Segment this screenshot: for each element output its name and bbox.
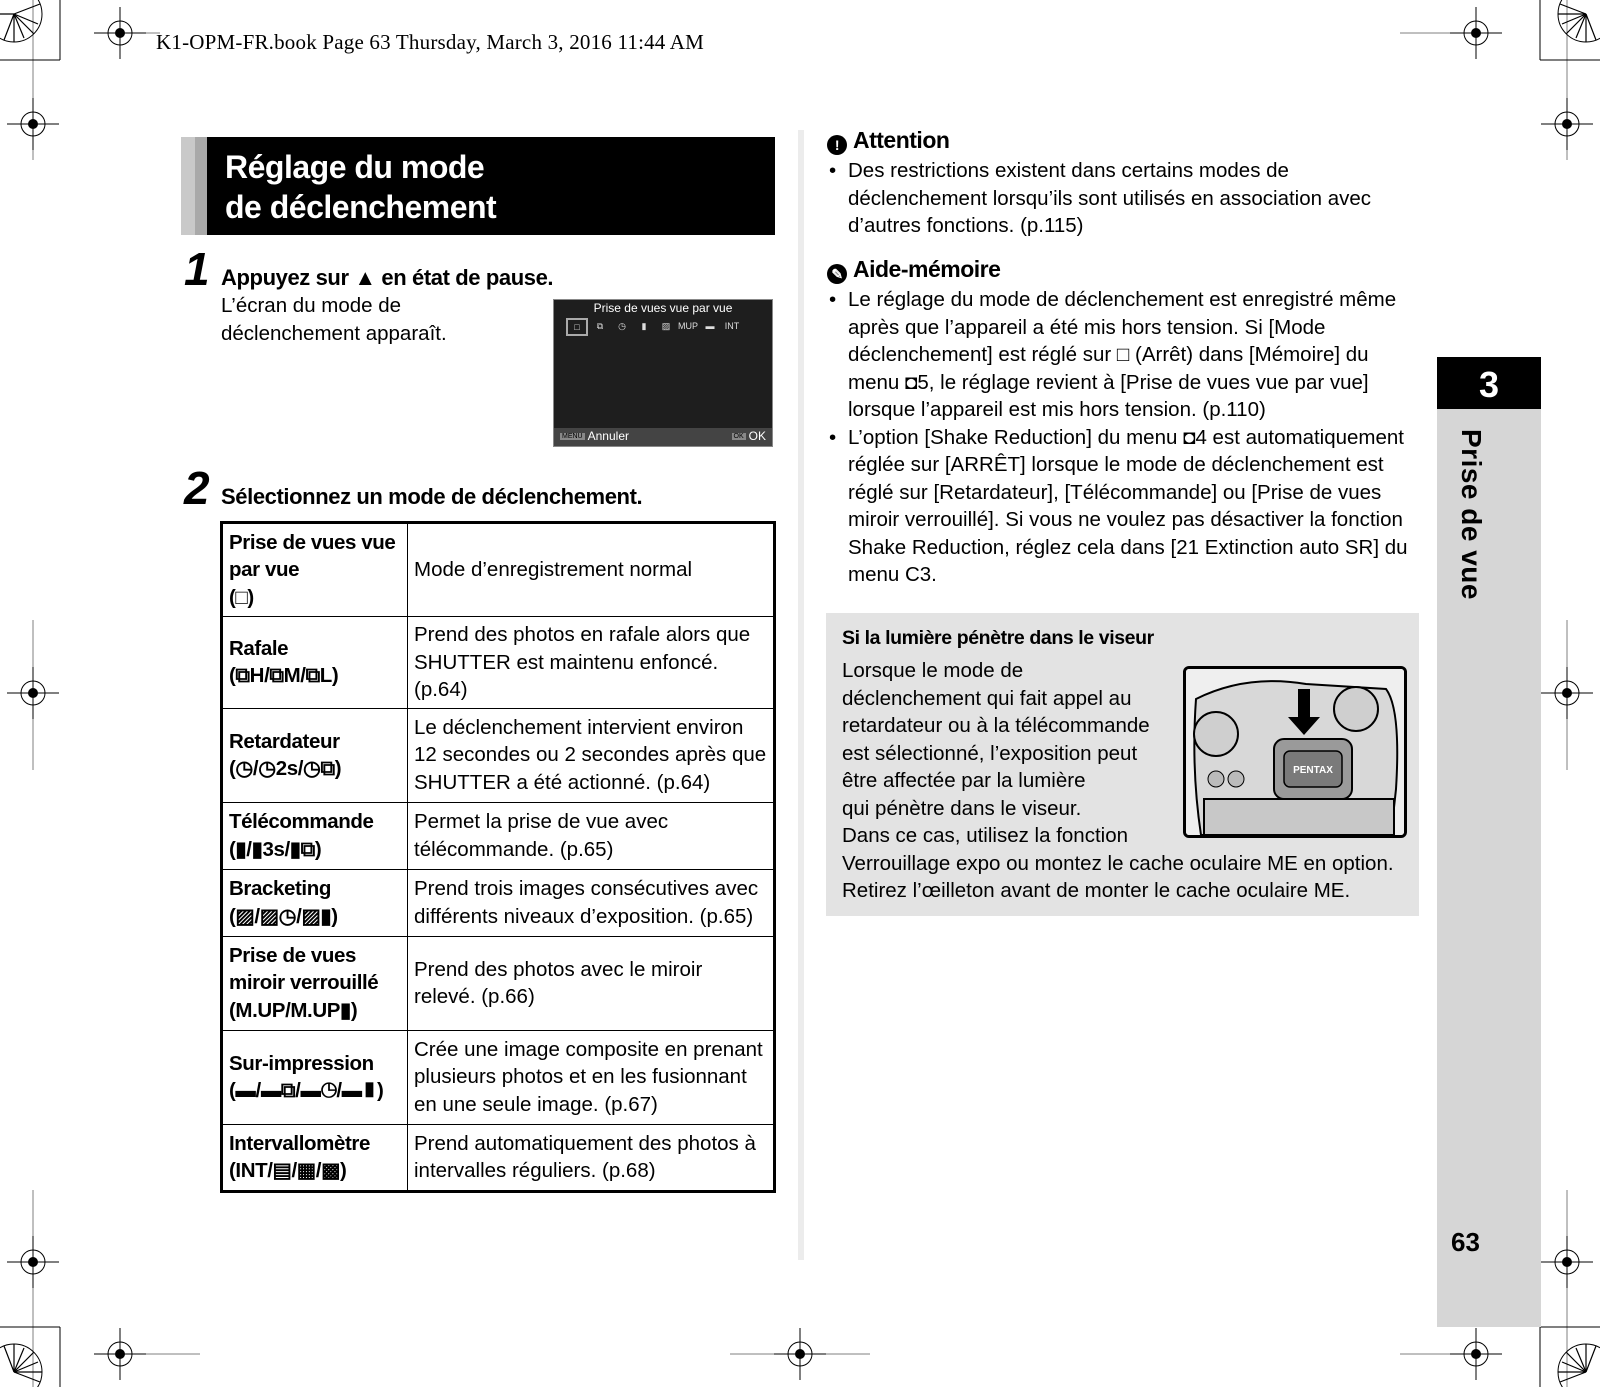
table-row [222,617,775,709]
mode-name: Prise de vues miroir verrouillé (M.UP/M.UP▮) [222,936,408,1030]
memo-list [827,286,1421,589]
step-2-heading: Sélectionnez un mode de déclenchement. [221,484,643,509]
camera-lcd-screen [553,299,773,447]
attention-heading: ! Attention [827,127,1417,155]
page-number: 63 [1451,1227,1480,1257]
mode-name: Sur-impression (▬/▬⧉/▬◷/▬▮) [222,1030,408,1124]
pentax-logo: PENTAX [1293,765,1333,776]
self-timer-icon: ◷ [618,321,626,331]
attention-list [827,157,1417,240]
mode-description: Permet la prise de vue avec télécommande. (p.65) [408,802,775,869]
mode-description: Prend des photos avec le miroir relevé. (p.66) [408,936,775,1030]
attention-section [827,127,1417,240]
step-1-number: 1 [184,243,208,295]
mode-name: Retardateur (◷/◷2s/◷⧉) [222,708,408,802]
memo-icon: ✎ [827,264,847,284]
mode-description: Mode d’enregistrement normal [408,523,775,617]
mode-name: Prise de vues vue par vue (□) [222,523,408,617]
bracketing-icon: ▨ [661,321,671,331]
mirror-up-icon: MUP [678,321,698,331]
lcd-title: Prise de vues vue par vue [593,301,733,315]
mode-name: Intervallomètre (INT/▤/▦/▩) [222,1124,408,1191]
table-row [222,936,775,1030]
chapter-title: Prise de vue [1456,429,1487,600]
file-info-header: K1-OPM-FR.book Page 63 Thursday, March 3, 2016 11:44 AM [156,30,705,54]
interval-icon: INT [724,321,740,331]
attention-icon: ! [827,135,847,155]
step-1-heading: Appuyez sur ▲ en état de pause. [221,265,554,290]
mode-name: Télécommande (▮/▮3s/▮⧉) [222,802,408,869]
chapter-sidebar [1437,357,1541,1327]
continuous-icon: ⧉ [596,321,604,331]
step-2-number: 2 [184,462,208,514]
step-1-text: L’écran du mode de déclenchement apparaît. [221,294,447,345]
mode-description: Le déclenchement intervient environ 12 secondes ou 2 secondes après que SHUTTER a été actionné. (p.64) [408,708,775,802]
drive-modes-table [220,521,776,1193]
mode-description: Prend des photos en rafale alors que SHUTTER est maintenu enfoncé. (p.64) [408,617,775,709]
list-item: • L’option [Shake Reduction] du menu ◘4 est automatiquement réglée sur [ARRÊT] lorsque le mode de déclenchement est réglé sur [Retardateur], [Télécommande] ou [Prise de vues miroir verrouillé]. Si vous ne voulez pas désactiver la fonction Shake Reduction, réglez cela dans [21 Extinction auto SR] du menu C3. [827,424,1421,589]
mode-name: Bracketing (▨/▨◷/▨▮) [222,869,408,936]
title-line-2: de déclenchement [225,189,497,225]
camera-back-illustration [1186,669,1404,835]
lcd-drive-mode-icons [566,318,742,336]
table-row [222,523,775,617]
memo-heading: ✎ Aide-mémoire [827,256,1421,284]
eyepiece-cap-illustration [1183,666,1407,838]
memo-section [827,256,1421,589]
multi-exposure-icon: ▬ [705,321,715,331]
section-title [225,147,496,227]
single-frame-icon: □ [566,318,588,336]
table-row [222,1124,775,1191]
table-row [222,708,775,802]
table-row [222,869,775,936]
mode-name: Rafale (⧉H/⧉M/⧉L) [222,617,408,709]
lcd-cancel: MENU Annuler [562,429,629,443]
note-text: Lorsque le mode de déclenchement qui fait appel au retardateur ou à la télécommande est sélectionné, l’exposition peut être affectée par la lumière qui pénètre dans le viseur. Dans ce cas, utilisez la fonction Verrouillage expo ou montez le cache oculaire ME en option. Retirez l’œilleton avant de monter le cache oculaire ME. [842,659,1394,902]
list-item: • Le réglage du mode de déclenchement est enregistré même après que l’appareil a été mis hors tension. Si [Mode déclenchement] est réglé sur □ (Arrêt) dans [Mémoire] du menu ◘5, le réglage revient à [Prise de vues vue par vue] lorsque l’appareil est mis hors tension. (p.110) [827,286,1421,424]
note-title: Si la lumière pénètre dans le viseur [842,627,1154,649]
mode-description: Crée une image composite en prenant plusieurs photos et en les fusionnant en une seule image. (p.67) [408,1030,775,1124]
mode-description: Prend trois images consécutives avec différents niveaux d’exposition. (p.65) [408,869,775,936]
mode-description: Prend automatiquement des photos à intervalles réguliers. (p.68) [408,1124,775,1191]
lcd-footer [554,428,772,446]
list-item: • Des restrictions existent dans certains modes de déclenchement lorsqu’ils sont utilisés en association avec d’autres fonctions. (p.115) [827,157,1417,240]
remote-icon: ▮ [641,321,647,331]
lcd-ok: OK OK [733,429,766,443]
table-row [222,802,775,869]
chapter-number: 3 [1437,357,1541,409]
title-line-1: Réglage du mode [225,149,485,185]
table-row [222,1030,775,1124]
column-divider [798,130,804,1260]
section-title-box [181,137,775,235]
